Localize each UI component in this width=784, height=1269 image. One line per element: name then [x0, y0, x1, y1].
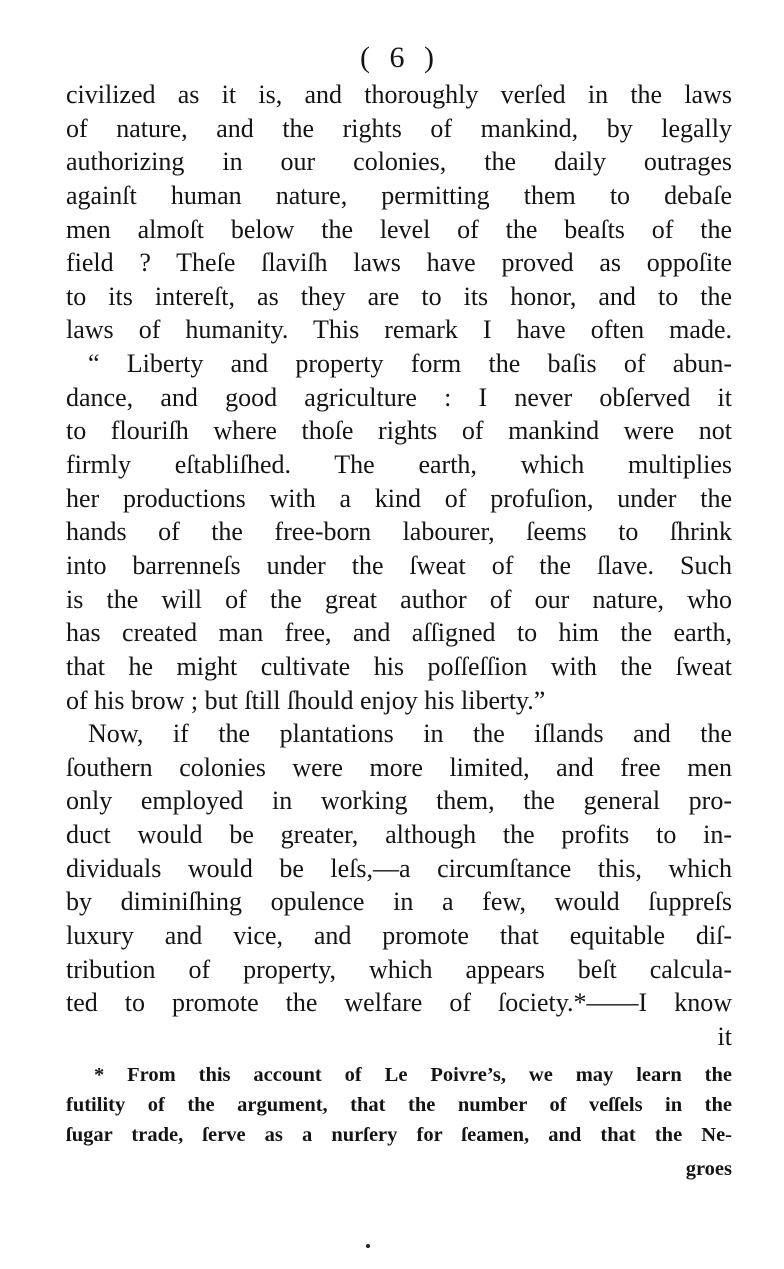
- text-line: laws of humanity. This remark I have often made.: [66, 315, 732, 345]
- text-line: her productions with a kind of profuſion, under the: [66, 483, 732, 513]
- text-line: to its intereſt, as they are to its honor, and to the: [66, 281, 732, 311]
- text-line: civilized as it is, and thoroughly verſed in the laws: [66, 80, 732, 109]
- text-line: men almoſt below the level of the beaſts of the: [66, 214, 732, 244]
- catchword: it: [717, 1021, 732, 1051]
- text-line: field ? Theſe ſlaviſh laws have proved as oppoſite: [66, 248, 732, 278]
- footnote-line: * From this account of Le Poivre’s, we may learn the: [94, 1064, 732, 1086]
- ink-speck: [366, 1244, 370, 1248]
- footnote-catchword: groes: [685, 1158, 732, 1180]
- text-line: is the will of the great author of our nature, who: [66, 584, 732, 614]
- text-line: authorizing in our colonies, the daily outrages: [66, 147, 732, 177]
- text-line: tribution of property, which appears beſt calcula-: [66, 954, 732, 984]
- text-line: of his brow ; but ſtill ſhould enjoy his liberty.”: [66, 685, 546, 715]
- text-line: ſouthern colonies were more limited, and free men: [66, 752, 732, 782]
- text-line: dividuals would be leſs,—a circumſtance this, which: [66, 853, 732, 883]
- text-line: hands of the free-born labourer, ſeems to ſhrink: [66, 517, 732, 547]
- text-line: firmly eſtabliſhed. The earth, which multiplies: [66, 450, 732, 480]
- text-line: ted to promote the welfare of ſociety.*——I know: [66, 988, 732, 1018]
- text-line: of nature, and the rights of mankind, by legally: [66, 113, 732, 143]
- footnote-line: ſugar trade, ſerve as a nurſery for ſeamen, and that the Ne-: [66, 1124, 732, 1146]
- text-line: to flouriſh where thoſe rights of mankind were not: [66, 416, 732, 446]
- text-line: againſt human nature, permitting them to debaſe: [66, 180, 732, 210]
- text-line: into barrenneſs under the ſweat of the ſlave. Such: [66, 550, 732, 580]
- page-number: ( 6 ): [360, 41, 440, 74]
- text-line: by diminiſhing opulence in a few, would ſuppreſs: [66, 887, 732, 917]
- text-line: Now, if the plantations in the iſlands and the: [88, 719, 732, 749]
- body-text: [66, 78, 732, 1054]
- text-line: “ Liberty and property form the baſis of abun-: [88, 349, 732, 379]
- text-line: that he might cultivate his poſſeſſion with the ſweat: [66, 651, 732, 681]
- text-line: luxury and vice, and promote that equitable diſ-: [66, 921, 732, 951]
- text-line: dance, and good agriculture : I never obſerved it: [66, 382, 732, 412]
- text-line: duct would be greater, although the profits to in-: [66, 820, 732, 850]
- text-line: only employed in working them, the general pro-: [66, 786, 732, 816]
- text-line: has created man free, and aſſigned to him the earth,: [66, 618, 732, 648]
- footnote-line: futility of the argument, that the number of veſſels in the: [66, 1094, 732, 1116]
- footnote: [66, 1060, 732, 1184]
